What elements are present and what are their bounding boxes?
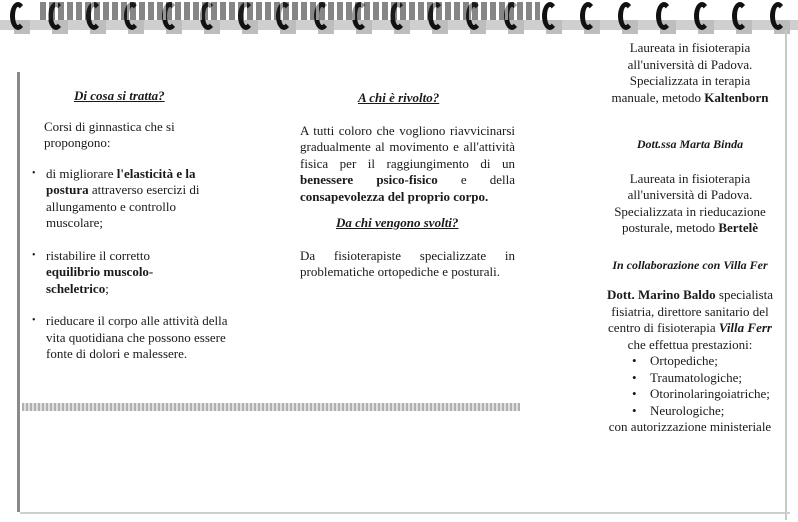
ring-loop xyxy=(770,2,786,30)
doctor-line xyxy=(590,320,790,337)
ring-loop xyxy=(656,2,672,30)
intro-line: Corsi di ginnastica che si xyxy=(44,118,175,134)
ring-loop xyxy=(10,2,26,30)
list-item: • Neurologiche; xyxy=(630,403,790,420)
spiral-ring xyxy=(692,0,718,34)
list-item xyxy=(30,313,236,363)
spiral-ring xyxy=(8,0,34,34)
text-span: centro di fisioterapia xyxy=(608,320,719,335)
bold-span: Dott. Marino Baldo xyxy=(606,287,716,302)
bold-span: Bertelè xyxy=(718,220,759,235)
bio-line: Specializzata in rieducazione xyxy=(614,203,766,219)
collaboration-heading: In collaborazione con Villa Fer xyxy=(612,257,768,272)
bold-span: consapevolezza del proprio corpo. xyxy=(300,188,489,204)
cropped-header-strip xyxy=(40,2,540,20)
bio-line: Laureata in fisioterapia xyxy=(629,170,751,186)
ring-loop xyxy=(618,2,634,30)
heading-what-is-it: Di cosa si tratta? xyxy=(74,88,165,103)
column-what-is-it xyxy=(30,88,260,363)
spiral-ring xyxy=(540,0,566,34)
text-span: attraverso esercizi di allungamento e controllo muscolare; xyxy=(46,182,200,230)
spiral-ring xyxy=(768,0,794,34)
staff-name: Dott.ssa Marta Binda xyxy=(636,137,744,151)
text-span: specialista xyxy=(715,287,774,302)
text-span: e della xyxy=(437,172,515,187)
doctor-line: che effettua prestazioni: xyxy=(627,336,753,352)
bold-span: Kaltenborn xyxy=(704,89,769,105)
spiral-ring xyxy=(616,0,642,34)
intro-line: propongono: xyxy=(44,135,111,150)
list-item: • Ortopediche; xyxy=(630,353,790,370)
bold-italic-span: Villa Ferr xyxy=(718,320,772,335)
column-staff xyxy=(590,40,790,436)
list-item xyxy=(30,248,206,298)
column-bottom-rule xyxy=(22,403,520,411)
ring-loop xyxy=(580,2,596,30)
doctor-line xyxy=(590,287,790,304)
bio-line xyxy=(590,90,790,107)
doctor-line: fisiatria, direttore sanitario del xyxy=(611,303,769,319)
heading-who-runs: Da chi vengono svolti? xyxy=(336,215,459,230)
bio-line xyxy=(590,220,790,237)
column-who-for xyxy=(300,90,515,281)
bold-span: equilibrio muscolo-scheletrico xyxy=(46,264,154,296)
bio-line: all'università di Padova. xyxy=(627,56,753,72)
ring-loop xyxy=(542,2,558,30)
text-span: di migliorare xyxy=(46,165,117,181)
left-margin-rule xyxy=(17,72,20,512)
text-span: manuale, metodo xyxy=(611,89,705,105)
text-span: ; xyxy=(105,280,109,296)
bio-line: Specializzata in terapia xyxy=(629,73,751,88)
text-span: ristabilire il corretto xyxy=(46,247,150,263)
authorization-line: con autorizzazione ministeriale xyxy=(608,419,772,434)
paragraph-who-runs: Da fisioterapiste specializzate in problematiche ortopediche e posturali. xyxy=(300,247,515,279)
spiral-ring xyxy=(654,0,680,34)
list-item: • Otorinolaringoiatriche; xyxy=(630,386,790,403)
services-list xyxy=(590,353,790,419)
ring-loop xyxy=(732,2,748,30)
spiral-ring xyxy=(578,0,604,34)
bold-span: l'elasticità e la postura xyxy=(46,165,196,197)
spiral-ring xyxy=(730,0,756,34)
bio-line: all'università di Padova. xyxy=(627,187,753,202)
list-item xyxy=(30,166,236,232)
text-span: posturale, metodo xyxy=(621,220,719,235)
ring-loop xyxy=(694,2,710,30)
page-bottom-edge xyxy=(20,512,790,514)
paragraph-who-for xyxy=(300,123,515,206)
list-item: • Traumatologiche; xyxy=(630,370,790,387)
bold-span: benessere psico-fisico xyxy=(300,172,438,187)
text-span: rieducare il corpo alle attività della vita quotidiana che possono essere fonte di dolori e malessere. xyxy=(46,313,228,361)
text-span: A tutti coloro che vogliono riavvicinarsi gradualmente al movimento e all'attività fisica per il raggiungimento di un xyxy=(300,122,515,171)
heading-who-for: A chi è rivolto? xyxy=(358,90,440,105)
bio-line: Laureata in fisioterapia xyxy=(629,40,751,55)
